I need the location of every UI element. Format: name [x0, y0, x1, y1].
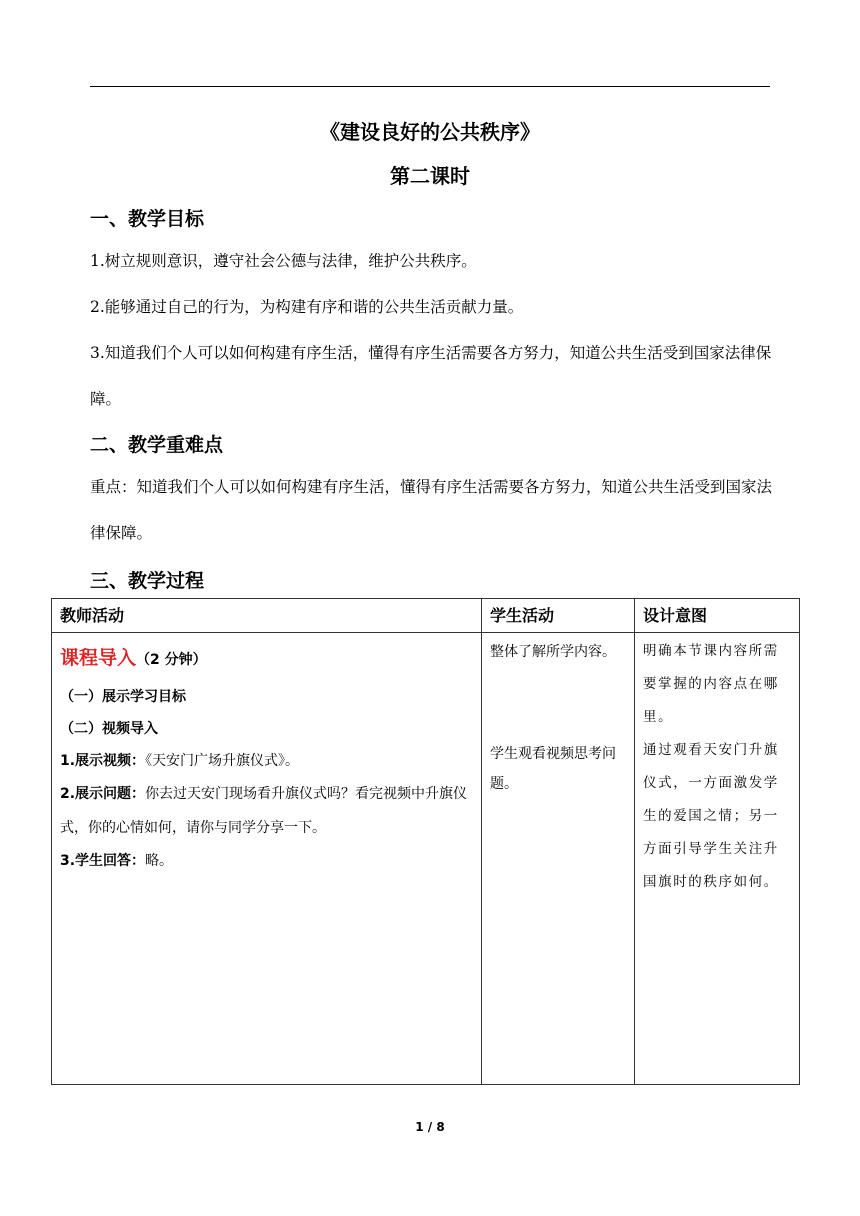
teaching-process-table	[51, 598, 800, 1085]
item-show-question-text: 你去过天安门现场看升旗仪式吗？看完视频中升旗仪式，你的心情如何，请你与同学分享一下。	[60, 786, 468, 836]
keypoints-text: 重点：知道我们个人可以如何构建有序生活，懂得有序生活需要各方努力，知道公共生活受到国家法律保障。	[90, 478, 773, 542]
section-heading-objectives: 一、教学目标	[90, 208, 205, 230]
design-intent-2: 通过观看天安门升旗仪式，一方面激发学生的爱国之情；另一方面引导学生关注升国旗时的秩序如何。	[643, 742, 779, 890]
item-show-video	[60, 745, 473, 777]
design-intent-1: 明确本节课内容所需要掌握的内容点在哪里。	[643, 643, 779, 725]
document-title: 《建设良好的公共秩序》	[320, 120, 540, 144]
design-intent-cell	[635, 633, 800, 1085]
header-design-intent: 设计意图	[635, 599, 800, 633]
student-activity-cell	[482, 633, 635, 1085]
item-student-answer-label: 3.学生回答：	[60, 853, 146, 869]
intro-title: 课程导入	[60, 647, 137, 669]
objective-item-1: 1.树立规则意识，遵守社会公德与法律，维护公共秩序。	[90, 252, 477, 270]
section-heading-process: 三、教学过程	[90, 570, 205, 592]
student-activity-1: 整体了解所学内容。	[490, 644, 616, 660]
item-show-video-label: 1.展示视频：	[60, 753, 146, 769]
objective-item-2: 2.能够通过自己的行为，为构建有序和谐的公共生活贡献力量。	[90, 298, 524, 316]
header-student-activity: 学生活动	[482, 599, 635, 633]
item-show-question	[60, 777, 473, 845]
intro-heading	[60, 645, 473, 673]
section-heading-keypoints: 二、教学重难点	[90, 434, 224, 456]
step-show-objectives: （一）展示学习目标	[60, 689, 186, 705]
student-activity-2: 学生观看视频思考问题。	[490, 746, 616, 792]
intro-time: （2 分钟）	[136, 652, 207, 668]
header-teacher-activity: 教师活动	[52, 599, 482, 633]
page-number: 1 / 8	[415, 1120, 445, 1134]
table-header-row	[52, 599, 800, 633]
teacher-activity-cell	[52, 633, 482, 1085]
item-show-question-label: 2.展示问题：	[60, 786, 146, 802]
step-video-intro: （二）视频导入	[60, 721, 158, 737]
item-student-answer-text: 略。	[145, 853, 174, 869]
item-student-answer	[60, 845, 473, 877]
table-row	[52, 633, 800, 1085]
objective-item-3: 3.知道我们个人可以如何构建有序生活，懂得有序生活需要各方努力，知道公共生活受到国家法律保障。	[90, 344, 772, 408]
item-show-video-text: 《天安门广场升旗仪式》。	[145, 753, 300, 769]
document-subtitle: 第二课时	[390, 164, 470, 188]
header-rule	[90, 86, 770, 87]
